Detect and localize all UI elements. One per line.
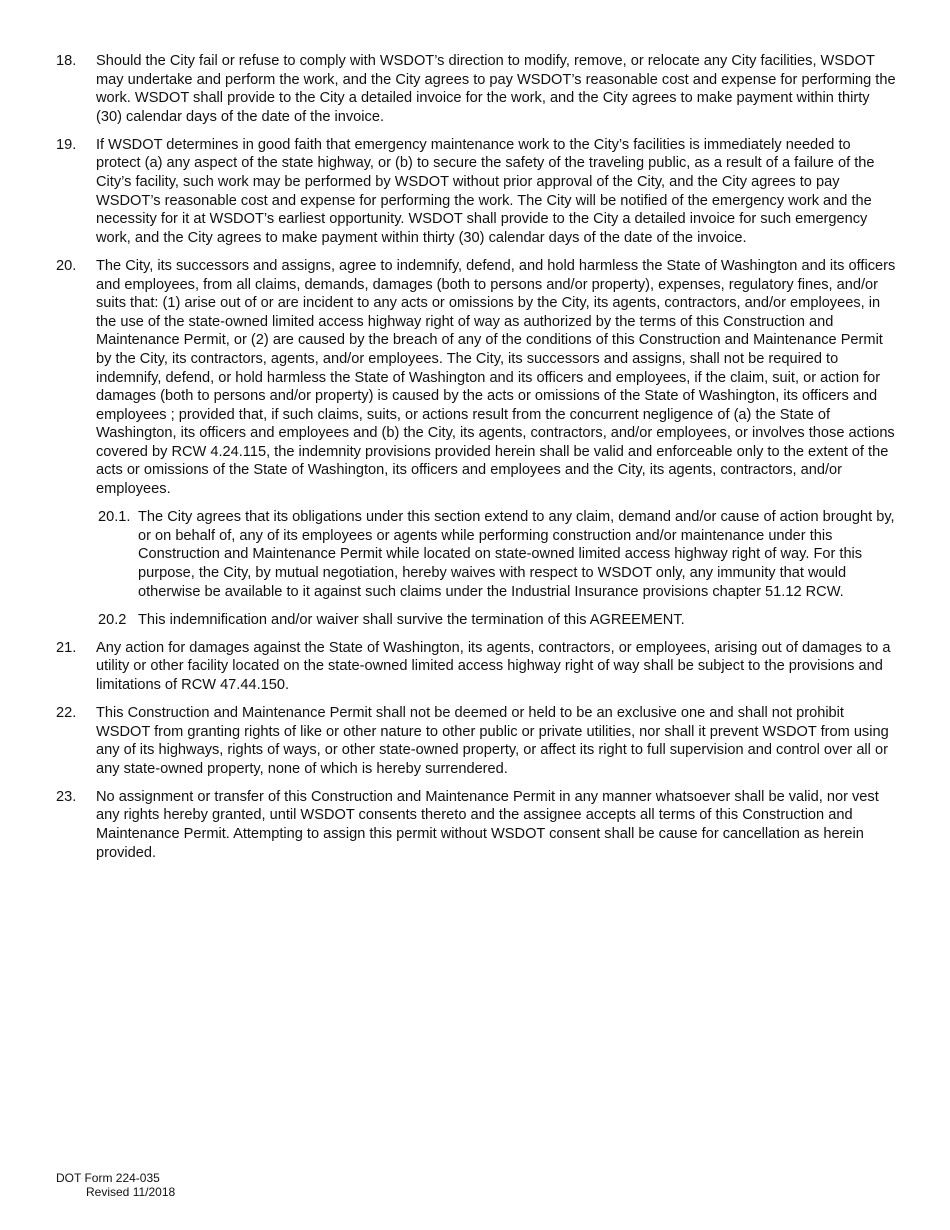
clause-text: If WSDOT determines in good faith that emergency maintenance work to the City’s facilities is immediately needed to protect (a) any aspect of the state highway, or (b) to secure the safety of the traveling public, as a result of a failure of the City’s facility, such work may be performed by WSDOT without prior approval of the City, and the City agrees to pay WSDOT’s reasonable cost and expense for performing the work. The City will be notified of the emergency work and the necessity for it at WSDOT’s earliest opportunity. WSDOT shall provide to the City a detailed invoice for such emergency work, and the City agrees to make payment within thirty (30) calendar days of the date of the invoice. [96,136,875,246]
subclause-text: The City agrees that its obligations under this section extend to any claim, demand and/or cause of action brought by, or on behalf of, any of its employees or agents while performing construction and/or maintenance under this Construction and Maintenance Permit while located on state-owned limited access highway right of way. For this purpose, the City, by mutual negotiation, hereby waives with respect to WSDOT only, any immunity that would otherwise be available to it against such claims under the Industrial Insurance provisions chapter 51.12 RCW. [138,509,895,600]
clause-number: 18. [56,53,77,69]
subclause-number: 20.2 [98,611,127,628]
subclause-20-1 [98,508,896,601]
form-number: DOT Form 224-035 [56,1171,160,1185]
subclause-text: This indemnification and/or waiver shall survive the termination of this AGREEMENT. [138,611,685,628]
clause-20 [56,257,896,499]
clause-text: This Construction and Maintenance Permit shall not be deemed or held to be an exclusive one and shall not prohibit WSDOT from granting rights of like or other nature to other public or private utilities, nor shall it prevent WSDOT from using any of its highways, rights of ways, or other state-owned property, or affect its right to full supervision and control over all or any state-owned property, none of which is hereby surrendered. [96,705,889,777]
subclause-20-2 [98,611,896,630]
subclause-number: 20.1. [98,509,131,526]
clause-number: 23. [56,788,77,805]
clause-number: 20. [56,257,77,274]
clause-text: Should the City fail or refuse to comply with WSDOT’s direction to modify, remove, or relocate any City facilities, WSDOT may undertake and perform the work, and the City agrees to pay WSDOT’s reasonable cost and expense for performing the work. WSDOT shall provide to the City a detailed invoice for the work, and the City agrees to make payment within thirty (30) calendar days of the date of the invoice. [96,53,896,125]
clause-number: 21. [56,639,77,656]
clause-21 [56,639,896,695]
clause-23 [56,788,896,862]
clause-number: 22. [56,705,77,721]
revision-date: Revised 11/2018 [86,1185,176,1200]
clause-22 [56,704,896,778]
clause-text: No assignment or transfer of this Construction and Maintenance Permit in any manner whatsoever shall be valid, nor vest any rights hereby granted, until WSDOT consents thereto and the assignee accepts all terms of this Construction and Maintenance Permit. Attempting to assign this permit without WSDOT consent shall be cause for cancellation as herein provided. [96,788,879,861]
form-footer [56,1171,175,1200]
permit-clauses [56,52,896,872]
clause-text: Any action for damages against the State of Washington, its agents, contractors, or employees, arising out of damages to a utility or other facility located on the state-owned limited access highway right of way shall be subject to the provisions and limitations of RCW 47.44.150. [96,639,891,693]
clause-text: The City, its successors and assigns, agree to indemnify, defend, and hold harmless the State of Washington and its officers and employees, from all claims, demands, damages (both to persons and/or property), expenses, regulatory fines, and/or suits that: (1) arise out of or are incident to any acts or omissions by the City, its agents, contractors, and/or employees, in the use of the state-owned limited access highway right of way as authorized by the terms of this Construction and Maintenance Permit, or (2) are caused by the breach of any of the conditions of this Construction and Maintenance Permit by the City, its contractors, agents, and/or employees. The City, its successors and assigns, shall not be required to indemnify, defend, or hold harmless the State of Washington and its officers and employees, if the claim, suit, or action for damages (both to persons and/or property) is caused by the acts or omissions of the State of Washington, its officers and employees ; provided that, if such claims, suits, or actions result from the concurrent negligence of (a) the State of Washington, its officers and employees and (b) the City, its agents, contractors, and/or employees, or involves those actions covered by RCW 4.24.115, the indemnity provisions provided herein shall be valid and enforceable only to the extent of the acts or omissions of the State of Washington, its officers and employees and the City, its agents, contractors, and/or employees. [96,257,896,498]
clause-number: 19. [56,136,77,153]
clause-18 [56,52,896,126]
clause-19 [56,136,896,248]
